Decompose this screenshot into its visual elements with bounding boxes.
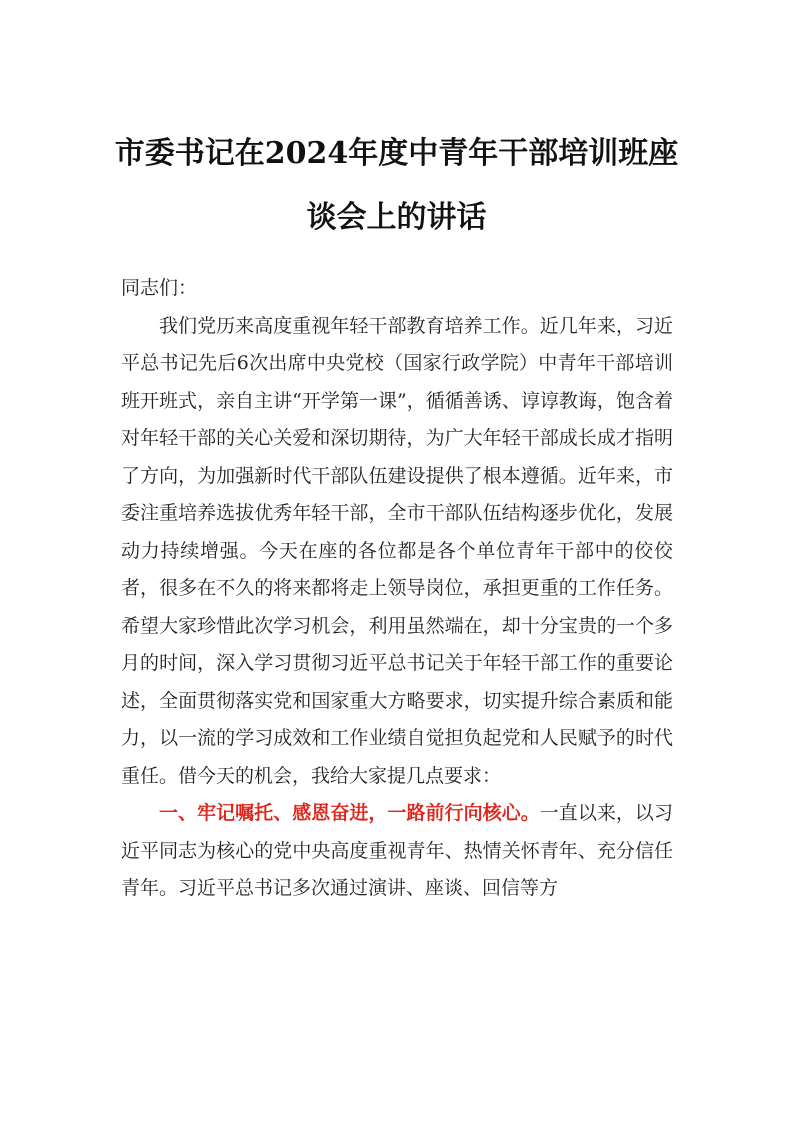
section-1-text: 一直以来，以习近平同志为核心的党中央高度重视青年、热情关怀青年、充分信任青年。习近平总书记多次通过演讲、座谈、回信等方: [121, 802, 673, 899]
paragraph-intro: 我们党历来高度重视年轻干部教育培养工作。近几年来，习近平总书记先后6次出席中央党校（国家行政学院）中青年干部培训班开班式，亲自主讲“开学第一课”，循循善诱、谆谆教诲，饱含着对年轻干部的关心关爱和深切期待，为广大年轻干部成长成才指明了方向，为加强新时代干部队伍建设提供了根本遵循。近年来，市委注重培养选拔优秀年轻干部，全市干部队伍结构逐步优化，发展动力持续增强。今天在座的各位都是各个单位青年干部中的佼佼者，很多在不久的将来都将走上领导岗位，承担更重的工作任务。希望大家珍惜此次学习机会，利用虽然端在，却十分宝贵的一个多月的时间，深入学习贯彻习近平总书记关于年轻干部工作的重要论述，全面贯彻落实党和国家重大方略要求，切实提升综合素质和能力，以一流的学习成效和工作业绩自觉担负起党和人民赋予的时代重任。借今天的机会，我给大家提几点要求：: [121, 314, 673, 787]
section-heading-1: 一、牢记嘱托、感恩奋进，一路前行向核心。: [159, 802, 540, 824]
document-body: [121, 270, 673, 908]
paragraph-section-1: [121, 795, 673, 908]
document-title-line-1: 市委书记在2024年度中青年干部培训班座: [114, 136, 679, 171]
salutation: 同志们：: [121, 277, 198, 299]
document-title-line-2: 谈会上的讲话: [306, 200, 487, 235]
